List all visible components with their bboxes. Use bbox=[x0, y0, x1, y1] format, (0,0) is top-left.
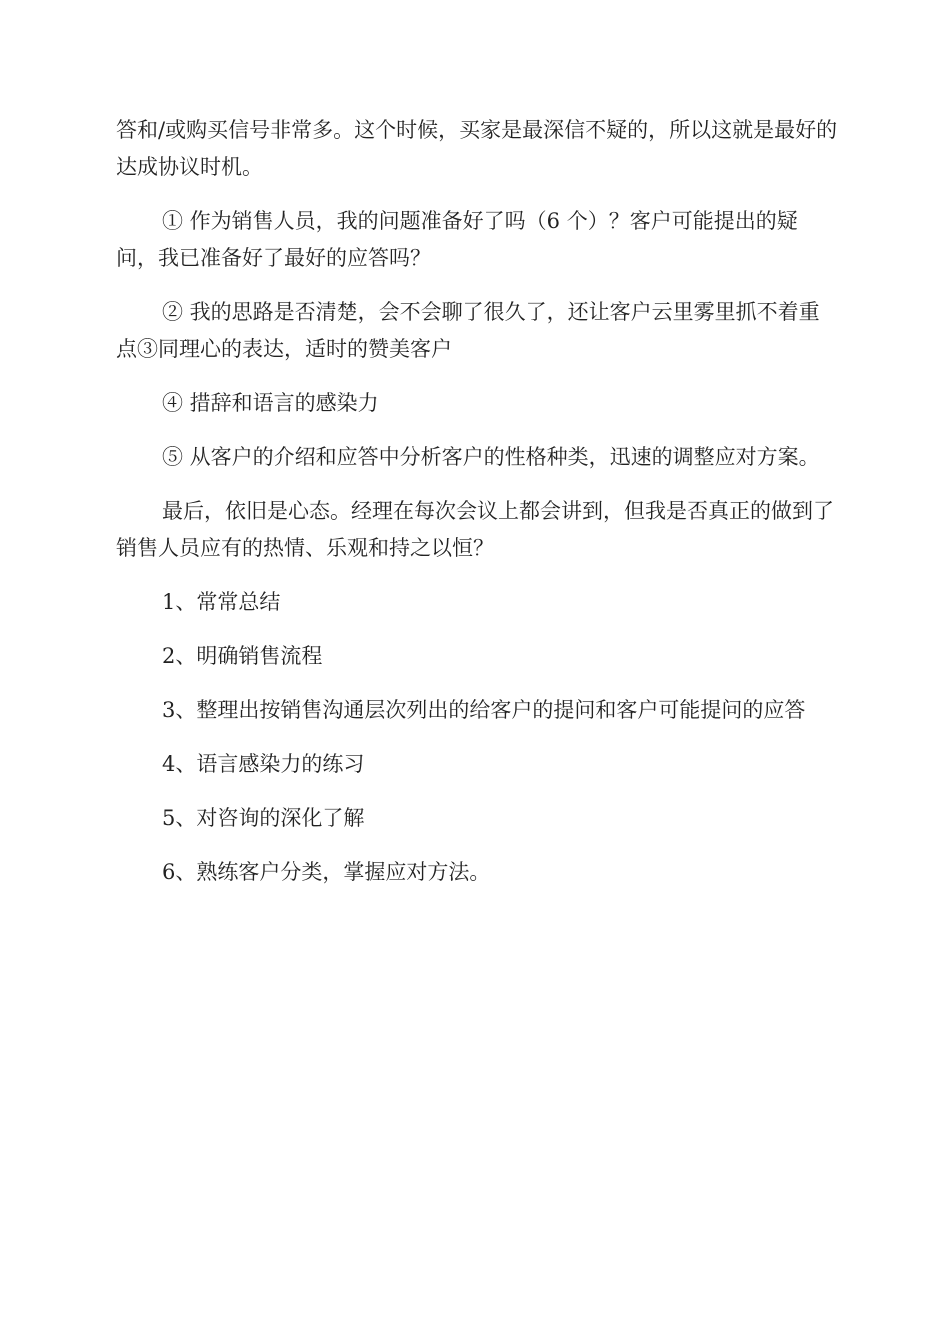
document-body bbox=[116, 112, 838, 908]
paragraph-question-1: ① 作为销售人员，我的问题准备好了吗（6 个）？客户可能提出的疑问，我已准备好了最好的应答吗？ bbox=[116, 209, 798, 270]
paragraph-question-2-3: ② 我的思路是否清楚，会不会聊了很久了，还让客户云里雾里抓不着重点③同理心的表达，适时的赞美客户 bbox=[116, 300, 820, 361]
list-item-5: 5、对咨询的深化了解 bbox=[162, 806, 365, 830]
paragraph-attitude: 最后，依旧是心态。经理在每次会议上都会讲到，但我是否真正的做到了销售人员应有的热情、乐观和持之以恒？ bbox=[116, 499, 834, 560]
list-item-2: 2、明确销售流程 bbox=[162, 644, 323, 668]
paragraph-question-4: ④ 措辞和语言的感染力 bbox=[162, 391, 379, 415]
list-item-3: 3、整理出按销售沟通层次列出的给客户的提问和客户可能提问的应答 bbox=[162, 698, 806, 722]
list-item-1: 1、常常总结 bbox=[162, 590, 281, 614]
list-item-4: 4、语言感染力的练习 bbox=[162, 752, 365, 776]
list-item-6: 6、熟练客户分类，掌握应对方法。 bbox=[162, 860, 491, 884]
paragraph-continuation: 答和/或购买信号非常多。这个时候，买家是最深信不疑的，所以这就是最好的达成协议时机。 bbox=[116, 118, 838, 179]
paragraph-question-5: ⑤ 从客户的介绍和应答中分析客户的性格种类，迅速的调整应对方案。 bbox=[162, 445, 820, 469]
